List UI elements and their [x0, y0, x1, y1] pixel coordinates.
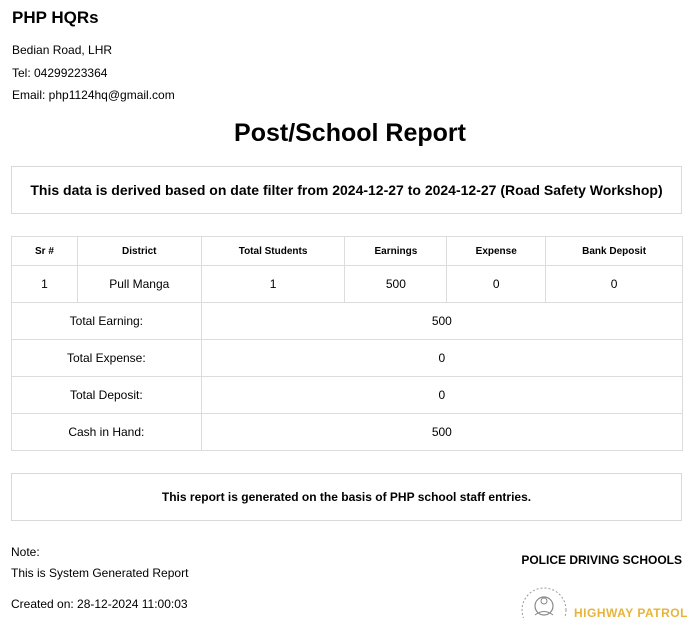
col-header-sr: Sr #: [12, 237, 78, 266]
summary-label: Total Deposit:: [12, 377, 202, 414]
summary-value: 0: [201, 340, 682, 377]
cell-total-students: 1: [201, 266, 345, 303]
summary-row-total-expense: [12, 340, 683, 377]
col-header-total-students: Total Students: [201, 237, 345, 266]
filter-info-text: This data is derived based on date filter from 2024-12-27 to 2024-12-27 (Road Safety Workshop): [30, 182, 663, 198]
org-address: Bedian Road, LHR: [12, 43, 113, 57]
cell-sr: 1: [12, 266, 78, 303]
report-basis-box: [11, 473, 682, 521]
summary-value: 500: [201, 303, 682, 340]
note-label: Note:: [11, 545, 40, 559]
summary-value: 500: [201, 414, 682, 451]
cell-earnings: 500: [345, 266, 447, 303]
col-header-expense: Expense: [447, 237, 546, 266]
cell-expense: 0: [447, 266, 546, 303]
note-text: This is System Generated Report: [11, 566, 189, 580]
org-tel: Tel: 04299223364: [12, 66, 108, 80]
report-title: Post/School Report: [234, 119, 466, 147]
summary-label: Cash in Hand:: [12, 414, 202, 451]
cell-bank-deposit: 0: [546, 266, 683, 303]
report-basis-text: This report is generated on the basis of PHP school staff entries.: [161, 490, 532, 504]
emblem-icon: [518, 584, 570, 618]
brand-name: POLICE DRIVING SCHOOLS: [521, 553, 682, 567]
summary-label: Total Earning:: [12, 303, 202, 340]
report-table: [11, 236, 683, 451]
summary-row-total-deposit: [12, 377, 683, 414]
filter-info-box: [11, 166, 682, 214]
logo-text: HIGHWAY PATROL: [574, 606, 688, 618]
col-header-earnings: Earnings: [345, 237, 447, 266]
col-header-district: District: [77, 237, 201, 266]
summary-row-total-earning: [12, 303, 683, 340]
summary-row-cash-in-hand: [12, 414, 683, 451]
col-header-bank-deposit: Bank Deposit: [546, 237, 683, 266]
cell-district: Pull Manga: [77, 266, 201, 303]
highway-patrol-logo: [518, 584, 698, 618]
org-email: Email: php1124hq@gmail.com: [12, 88, 175, 102]
org-name: PHP HQRs: [12, 8, 99, 27]
table-header-row: [12, 237, 683, 266]
created-on: Created on: 28-12-2024 11:00:03: [11, 597, 188, 611]
summary-label: Total Expense:: [12, 340, 202, 377]
summary-value: 0: [201, 377, 682, 414]
table-row: [12, 266, 683, 303]
